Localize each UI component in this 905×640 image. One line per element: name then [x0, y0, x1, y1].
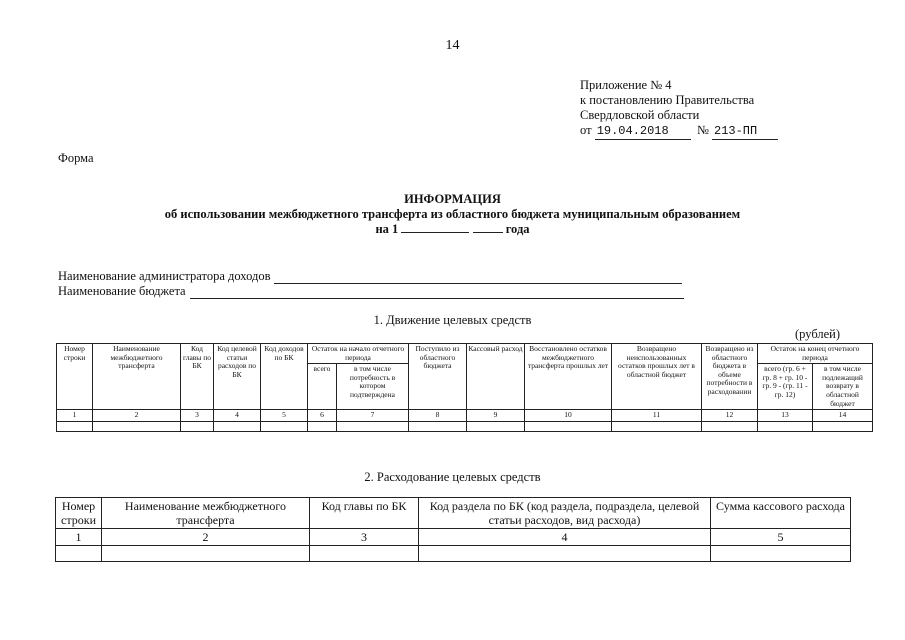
col-number: 13 — [758, 410, 813, 422]
col-number: 3 — [181, 410, 214, 422]
decree-date: 19.04.2018 — [595, 124, 691, 140]
data-cell[interactable] — [261, 421, 308, 431]
data-cell[interactable] — [102, 546, 310, 562]
th-target-code: Код целевой статьи расходов по БК — [214, 344, 261, 410]
col-number: 5 — [711, 529, 851, 546]
page-number: 14 — [445, 38, 460, 53]
th-end-total: всего (гр. 6 + гр. 8 + гр. 10 - гр. 9 - (гр. 11 - гр. 12) — [758, 364, 813, 410]
appendix-line3: Свердловской области — [580, 108, 700, 122]
col-number: 12 — [702, 410, 758, 422]
th-row-number: Номер строки — [57, 344, 93, 410]
date-fill-line — [401, 222, 469, 233]
data-cell[interactable] — [310, 546, 419, 562]
movement-table — [56, 343, 873, 432]
th-restored: Восстановлено остатков межбюджетного трансферта прошлых лет — [525, 344, 612, 410]
col-number: 1 — [57, 410, 93, 422]
data-cell[interactable] — [702, 421, 758, 431]
th-income-code: Код доходов по БК — [261, 344, 308, 410]
th-chapter-code: Код главы по БК — [310, 498, 419, 529]
year-fill-line — [473, 222, 503, 233]
th-returned-unused: Возвращено неиспользованных остатков прошлых лет в областной бюджет — [612, 344, 702, 410]
data-cell[interactable] — [181, 421, 214, 431]
title-heading: ИНФОРМАЦИЯ — [404, 192, 501, 206]
data-cell[interactable] — [612, 421, 702, 431]
number-label: № — [696, 123, 709, 137]
th-row-number: Номер строки — [56, 498, 102, 529]
appendix-block — [580, 78, 778, 140]
th-end-to-return: в том числе подлежащий возврату в областной бюджет — [813, 364, 873, 410]
th-transfer-name: Наименование межбюджетного трансферта — [102, 498, 310, 529]
data-cell[interactable] — [813, 421, 873, 431]
col-number: 6 — [308, 410, 337, 422]
data-cell[interactable] — [711, 546, 851, 562]
budget-label: Наименование бюджета — [58, 284, 186, 298]
data-cell[interactable] — [93, 421, 181, 431]
admin-input-line[interactable] — [274, 272, 682, 284]
section2-title: 2. Расходование целевых средств — [364, 470, 541, 484]
data-cell[interactable] — [419, 546, 711, 562]
column-number-row — [56, 529, 851, 546]
th-chapter-code: Код главы по БК — [181, 344, 214, 410]
date-prefix: на 1 — [375, 222, 399, 236]
form-label: Форма — [58, 151, 94, 165]
data-cell[interactable] — [409, 421, 467, 431]
th-returned-need: Возвращено из областного бюджета в объеме потребности в расходовании — [702, 344, 758, 410]
th-balance-start: Остаток на начало отчетного периода — [308, 344, 409, 364]
appendix-line2: к постановлению Правительства — [580, 93, 755, 107]
admin-field — [58, 269, 684, 284]
col-number: 4 — [214, 410, 261, 422]
col-number: 3 — [310, 529, 419, 546]
unit-label: (рублей) — [795, 327, 841, 341]
th-cash-sum: Сумма кассового расхода — [711, 498, 851, 529]
appendix-line1: Приложение № 4 — [580, 78, 672, 92]
budget-input-line[interactable] — [190, 287, 684, 299]
budget-field — [58, 284, 684, 299]
table-data-row — [56, 546, 851, 562]
th-balance-end: Остаток на конец отчетного периода — [758, 344, 873, 364]
col-number: 2 — [93, 410, 181, 422]
col-number: 5 — [261, 410, 308, 422]
col-number: 7 — [337, 410, 409, 422]
col-number: 1 — [56, 529, 102, 546]
col-number: 2 — [102, 529, 310, 546]
table-header-row — [57, 344, 873, 364]
th-cash-expense: Кассовый расход — [467, 344, 525, 410]
title-subtitle: об использовании межбюджетного трансферта из областного бюджета муниципальным образованием — [164, 207, 741, 221]
data-cell[interactable] — [525, 421, 612, 431]
decree-number: 213-ПП — [712, 124, 778, 140]
th-balance-total: всего — [308, 364, 337, 410]
column-number-row — [57, 410, 873, 422]
data-cell[interactable] — [57, 421, 93, 431]
th-received: Поступило из областного бюджета — [409, 344, 467, 410]
section1-title: 1. Движение целевых средств — [373, 313, 532, 327]
data-cell[interactable] — [308, 421, 337, 431]
table-header-row — [56, 498, 851, 529]
col-number: 9 — [467, 410, 525, 422]
th-section-code: Код раздела по БК (код раздела, подраздела, целевой статьи расходов, вид расхода) — [419, 498, 711, 529]
data-cell[interactable] — [214, 421, 261, 431]
from-label: от — [580, 123, 592, 137]
col-number: 10 — [525, 410, 612, 422]
col-number: 11 — [612, 410, 702, 422]
document-title — [0, 192, 905, 237]
table-data-row — [57, 421, 873, 431]
data-cell[interactable] — [467, 421, 525, 431]
header-fields — [58, 269, 684, 299]
appendix-date-line — [580, 123, 778, 140]
date-suffix: года — [505, 222, 530, 236]
data-cell[interactable] — [337, 421, 409, 431]
th-transfer-name: Наименование межбюджетного трансферта — [93, 344, 181, 410]
col-number: 14 — [813, 410, 873, 422]
col-number: 4 — [419, 529, 711, 546]
th-balance-confirmed: в том числе потребность в котором подтверждена — [337, 364, 409, 410]
data-cell[interactable] — [758, 421, 813, 431]
col-number: 8 — [409, 410, 467, 422]
spending-table — [55, 497, 851, 562]
data-cell[interactable] — [56, 546, 102, 562]
title-date-line — [0, 222, 905, 237]
admin-label: Наименование администратора доходов — [58, 269, 271, 283]
